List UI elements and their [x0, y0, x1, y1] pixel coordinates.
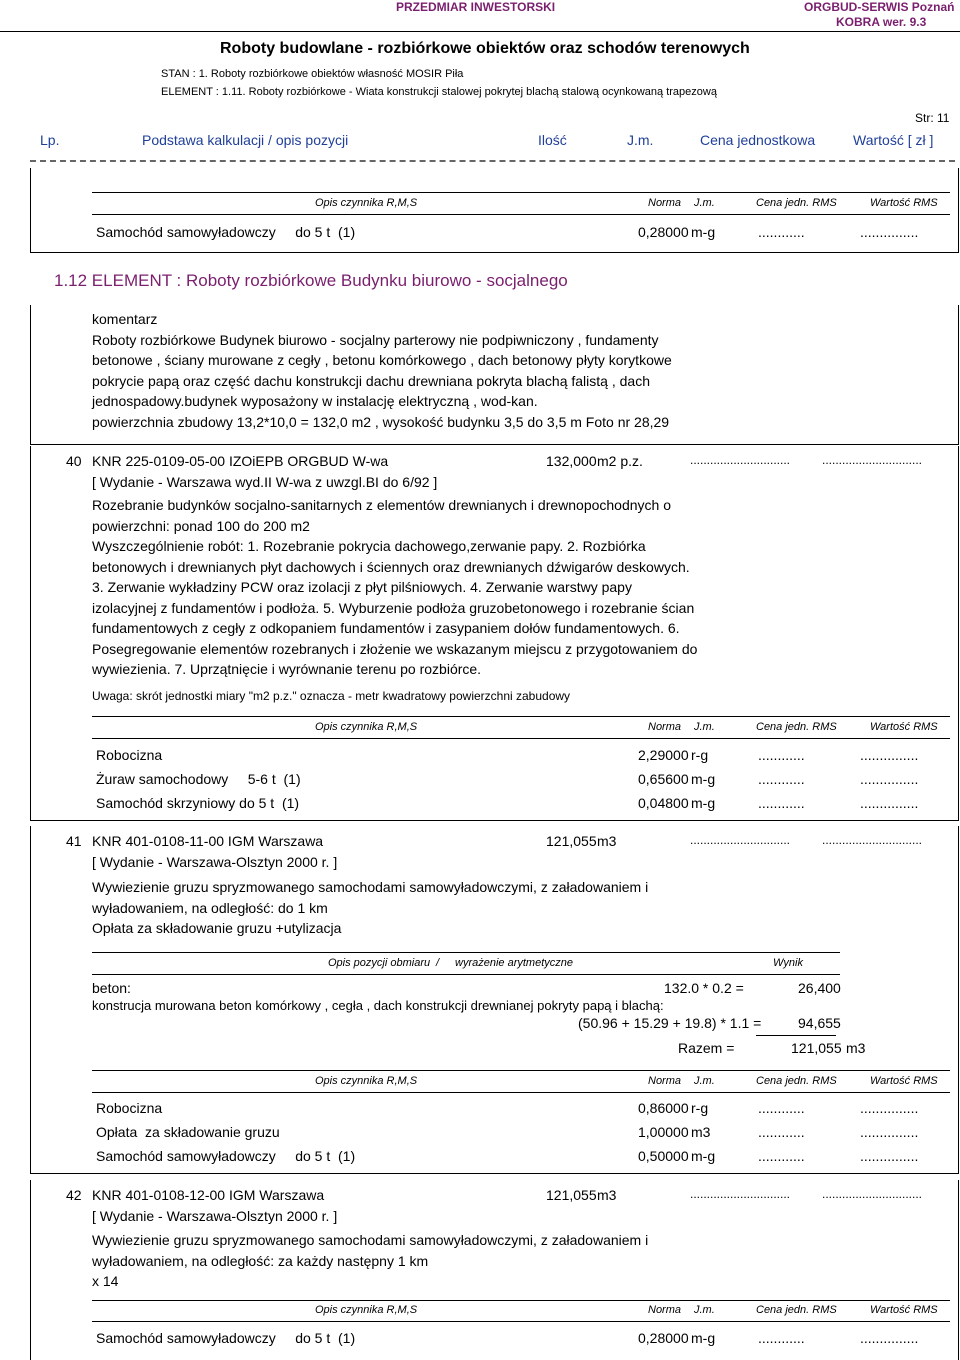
pos41-lp: 41 — [66, 833, 82, 849]
rms-header-wartosc: Wartość RMS — [870, 1304, 938, 1316]
komentarz-line: pokrycie papą oraz część dachu konstrukcji dachu drewniana pokryta blachą falistą , dach — [92, 373, 650, 389]
rms-row-jm: m-g — [691, 224, 716, 240]
rms-header-jm: J.m. — [694, 721, 715, 733]
rms-row-norma: 0,65600 — [638, 771, 689, 787]
rms-header-opis: Opis czynnika R,M,S — [315, 1075, 418, 1087]
pos40-desc-line: fundamentowych z cegły z odkopaniem fundamentów i zasypaniem dołów fundamentowych. 6. — [92, 620, 680, 636]
rms-row-cena: ............ — [758, 747, 805, 763]
pos42-unit: m3 — [597, 1187, 617, 1203]
pos41-price: .............................. — [690, 833, 791, 847]
column-header-rule — [30, 160, 955, 162]
pos42-wydanie: [ Wydanie - Warszawa-Olsztyn 2000 r. ] — [92, 1208, 338, 1224]
rms-row-wartosc: ............... — [860, 747, 919, 763]
measure-header-slash: / — [436, 957, 440, 969]
rms-header-cena: Cena jedn. RMS — [756, 197, 837, 209]
rms-row-cena: ............ — [758, 1148, 805, 1164]
pos41-value: .............................. — [822, 833, 923, 847]
pos40-frame-left — [30, 446, 31, 821]
pos40-price: .............................. — [690, 453, 791, 467]
col-jm: J.m. — [627, 132, 654, 148]
measure-r1-result: 26,400 — [798, 980, 841, 996]
rms-header-jm: J.m. — [694, 1075, 715, 1087]
measure-sum-rule — [756, 1035, 836, 1036]
rms-row-cena: ............ — [758, 1330, 805, 1346]
rms-header-norma: Norma — [648, 1075, 682, 1087]
element-heading: 1.12 ELEMENT : Roboty rozbiórkowe Budynku biurowo - socjalnego — [54, 271, 568, 290]
measure-header-opis: Opis pozycji obmiaru — [328, 957, 431, 969]
rms-row-norma: 2,29000 — [638, 747, 689, 763]
frame-right — [958, 168, 959, 253]
col-cena: Cena jednostkowa — [700, 132, 816, 148]
pos42-frame-left — [30, 1180, 31, 1360]
rms-header-jm: J.m. — [694, 197, 715, 209]
rms-row-name: Samochód samowyładowczy do 5 t (1) — [96, 224, 356, 240]
komentarz-label: komentarz — [92, 311, 158, 327]
rms-header-norma: Norma — [648, 1304, 682, 1316]
pos41-unit: m3 — [597, 833, 617, 849]
rms-row-wartosc: ............... — [860, 771, 919, 787]
pos42-rms-header-top — [92, 1300, 950, 1301]
pos40-qty: 132,000 — [546, 453, 597, 469]
pos41-rms-header-top — [92, 1070, 950, 1071]
pos40-note: Uwaga: skrót jednostki miary "m2 p.z." oznacza - metr kwadratowy powierzchni zabudowy — [92, 689, 571, 703]
measure-header-bottom — [92, 974, 840, 975]
measure-header-top — [92, 952, 840, 953]
komentarz-frame-bottom — [30, 444, 959, 445]
pos42-rms-header-bottom — [92, 1321, 950, 1322]
pos40-lp: 40 — [66, 453, 82, 469]
pos41-desc-line: Wywiezienie gruzu spryzmowanego samochodami samowyładowczymi, z załadowaniem i — [92, 879, 649, 895]
pos40-desc-line: wywiezienia. 7. Uprzątnięcie i wyrównanie terenu po rozbiórce. — [92, 661, 482, 677]
col-wartosc: Wartość [ zł ] — [853, 132, 934, 148]
rms-header-norma: Norma — [648, 721, 682, 733]
rms-row-name: Robocizna — [96, 1100, 163, 1116]
measure-r1-expr: 132.0 * 0.2 = — [664, 980, 744, 996]
frame-bottom — [30, 252, 959, 253]
rms-header-wartosc: Wartość RMS — [870, 197, 938, 209]
rms-header-cena: Cena jedn. RMS — [756, 1075, 837, 1087]
pos41-wydanie: [ Wydanie - Warszawa-Olsztyn 2000 r. ] — [92, 854, 338, 870]
pos41-frame-right — [958, 826, 959, 1174]
rms-row-norma: 0,04800 — [638, 795, 689, 811]
pos40-value: .............................. — [822, 453, 923, 467]
rms-row-jm: m-g — [691, 1330, 716, 1346]
pos41-code: KNR 401-0108-11-00 IGM Warszawa — [92, 833, 324, 849]
rms-row-norma: 0,28000 — [638, 224, 689, 240]
rms-row-cena: ............ — [758, 224, 805, 240]
rms-row-name: Samochód samowyładowczy do 5 t (1) — [96, 1330, 356, 1346]
rms-row-norma: 0,86000 — [638, 1100, 689, 1116]
rms-header-bottom — [92, 214, 950, 215]
pos42-lp: 42 — [66, 1187, 82, 1203]
pos40-desc-line: Posegregowanie elementów rozebranych i złożenie we wskazanym miejscu z przygotowaniem do — [92, 641, 698, 657]
pos42-desc-line: wyładowaniem, na odległość: za każdy następny 1 km — [92, 1253, 429, 1269]
rms-header-wartosc: Wartość RMS — [870, 721, 938, 733]
measure-header-wyrazenie: wyrażenie arytmetyczne — [455, 957, 573, 969]
pos40-rms-header-bottom — [92, 738, 950, 739]
measure-r2-expr: (50.96 + 15.29 + 19.8) * 1.1 = — [578, 1015, 762, 1031]
pos40-frame-right — [958, 446, 959, 821]
pos42-desc-line: Wywiezienie gruzu spryzmowanego samochodami samowyładowczymi, z załadowaniem i — [92, 1232, 649, 1248]
element-line: ELEMENT : 1.11. Roboty rozbiórkowe - Wiata konstrukcji stalowej pokrytej blachą stalową ocynkowaną trapezową — [161, 86, 717, 98]
pos41-frame-bottom — [30, 1173, 959, 1174]
rms-header-opis: Opis czynnika R,M,S — [315, 1304, 418, 1316]
rms-header-opis: Opis czynnika R,M,S — [315, 721, 418, 733]
page-title: Roboty budowlane - rozbiórkowe obiektów oraz schodów terenowych — [220, 40, 750, 57]
rms-row-name: Samochód skrzyniowy do 5 t (1) — [96, 795, 300, 811]
rms-row-name: Samochód samowyładowczy do 5 t (1) — [96, 1148, 356, 1164]
header-company: ORGBUD-SERWIS Poznań — [804, 0, 955, 14]
rms-row-wartosc: ............... — [860, 224, 919, 240]
rms-row-cena: ............ — [758, 771, 805, 787]
rms-header-wartosc: Wartość RMS — [870, 1075, 938, 1087]
pos40-desc-line: Rozebranie budynków socjalno-sanitarnych z elementów drewnianych i drewnopochodnych o — [92, 497, 671, 513]
pos40-desc-line: izolacyjnej z fundamentów i podłoża. 5. Wyburzenie podłoża gruzobetonowego i rozebranie ścian — [92, 600, 695, 616]
rms-row-wartosc: ............... — [860, 1148, 919, 1164]
rms-header-jm: J.m. — [694, 1304, 715, 1316]
rms-row-jm: m-g — [691, 1148, 716, 1164]
rms-row-jm: r-g — [691, 747, 709, 763]
pos41-qty: 121,055 — [546, 833, 597, 849]
pos42-value: .............................. — [822, 1187, 923, 1201]
rms-row-jm: m-g — [691, 771, 716, 787]
measure-sum-value: 121,055 — [791, 1040, 842, 1056]
rms-row-wartosc: ............... — [860, 1330, 919, 1346]
komentarz-frame-left — [30, 305, 31, 445]
page-number: Str: 11 — [915, 111, 950, 125]
pos42-frame-right — [958, 1180, 959, 1360]
stan-line: STAN : 1. Roboty rozbiórkowe obiektów własność MOSIR Piła — [161, 68, 464, 80]
komentarz-frame-right — [958, 305, 959, 445]
rms-row-norma: 1,00000 — [638, 1124, 689, 1140]
rms-header-opis: Opis czynnika R,M,S — [315, 197, 418, 209]
pos40-desc-line: betonowych i drewnianych płyt dachowych i ściennych oraz drewnianych dźwigarów deskowych. — [92, 559, 690, 575]
col-podstawa: Podstawa kalkulacji / opis pozycji — [142, 132, 349, 148]
rms-row-name: Opłata za składowanie gruzu — [96, 1124, 280, 1140]
measure-sum-label: Razem = — [678, 1040, 735, 1056]
rms-header-cena: Cena jedn. RMS — [756, 1304, 837, 1316]
rms-row-jm: m3 — [691, 1124, 711, 1140]
pos40-unit: m2 p.z. — [597, 453, 643, 469]
measure-sum-unit: m3 — [846, 1040, 866, 1056]
komentarz-line: betonowe , ściany murowane z cegły , betonu komórkowego , dach betonowy płyty korytkowe — [92, 352, 672, 368]
measure-r2-label: konstrucja murowana beton komórkowy , cegła , dach konstrukcji drewnianej pokryty papą i blachą: — [92, 998, 664, 1013]
rms-header-top — [92, 192, 950, 193]
rms-row-jm: r-g — [691, 1100, 709, 1116]
pos41-desc-line: Opłata za składowanie gruzu +utylizacja — [92, 920, 342, 936]
pos41-rms-header-bottom — [92, 1092, 950, 1093]
rms-row-cena: ............ — [758, 795, 805, 811]
rms-header-cena: Cena jedn. RMS — [756, 721, 837, 733]
pos40-wydanie: [ Wydanie - Warszawa wyd.II W-wa z uwzgl.BI do 6/92 ] — [92, 474, 438, 490]
pos42-code: KNR 401-0108-12-00 IGM Warszawa — [92, 1187, 325, 1203]
rms-header-norma: Norma — [648, 197, 682, 209]
pos40-desc-line: Wyszczególnienie robót: 1. Rozebranie pokrycia dachowego,zerwanie papy. 2. Rozbiórka — [92, 538, 646, 554]
komentarz-line: Roboty rozbiórkowe Budynek biurowo - socjalny parterowy nie podpiwniczony , fundamenty — [92, 332, 659, 348]
pos42-desc-line: x 14 — [92, 1273, 119, 1289]
rms-row-cena: ............ — [758, 1100, 805, 1116]
pos40-code: KNR 225-0109-05-00 IZOiEPB ORGBUD W-wa — [92, 453, 389, 469]
pos40-rms-header-top — [92, 716, 950, 717]
pos40-frame-bottom — [30, 820, 959, 821]
rms-row-jm: m-g — [691, 795, 716, 811]
rms-row-cena: ............ — [758, 1124, 805, 1140]
komentarz-line: jednospadowy.budynek wyposażony w instalację elektryczną , wod-kan. — [92, 393, 538, 409]
measure-r2-result: 94,655 — [798, 1015, 841, 1031]
pos42-qty: 121,055 — [546, 1187, 597, 1203]
col-lp: Lp. — [40, 132, 60, 148]
header-left-title: PRZEDMIAR INWESTORSKI — [396, 0, 556, 14]
measure-r1-label: beton: — [92, 980, 131, 996]
header-version: KOBRA wer. 9.3 — [836, 15, 927, 29]
rms-row-norma: 0,28000 — [638, 1330, 689, 1346]
pos40-desc-line: 3. Zerwanie wykładziny PCW oraz izolacji z płyt pilśniowych. 4. Zerwanie warstwy papy — [92, 579, 632, 595]
rms-row-wartosc: ............... — [860, 1124, 919, 1140]
rms-row-norma: 0,50000 — [638, 1148, 689, 1164]
frame-left — [30, 168, 31, 253]
rms-row-wartosc: ............... — [860, 795, 919, 811]
pos42-price: .............................. — [690, 1187, 791, 1201]
measure-header-wynik: Wynik — [773, 957, 803, 969]
header-rule — [0, 31, 960, 32]
rms-row-name: Żuraw samochodowy 5-6 t (1) — [96, 771, 301, 787]
komentarz-line: powierzchnia zbudowy 13,2*10,0 = 132,0 m2 , wysokość budynku 3,5 do 3,5 m Foto nr 28,29 — [92, 414, 670, 430]
rms-row-name: Robocizna — [96, 747, 163, 763]
pos40-desc-line: powierzchni: ponad 100 do 200 m2 — [92, 518, 310, 534]
rms-row-wartosc: ............... — [860, 1100, 919, 1116]
pos41-desc-line: wyładowaniem, na odległość: do 1 km — [92, 900, 328, 916]
pos41-frame-left — [30, 826, 31, 1174]
col-ilosc: Ilość — [538, 132, 567, 148]
